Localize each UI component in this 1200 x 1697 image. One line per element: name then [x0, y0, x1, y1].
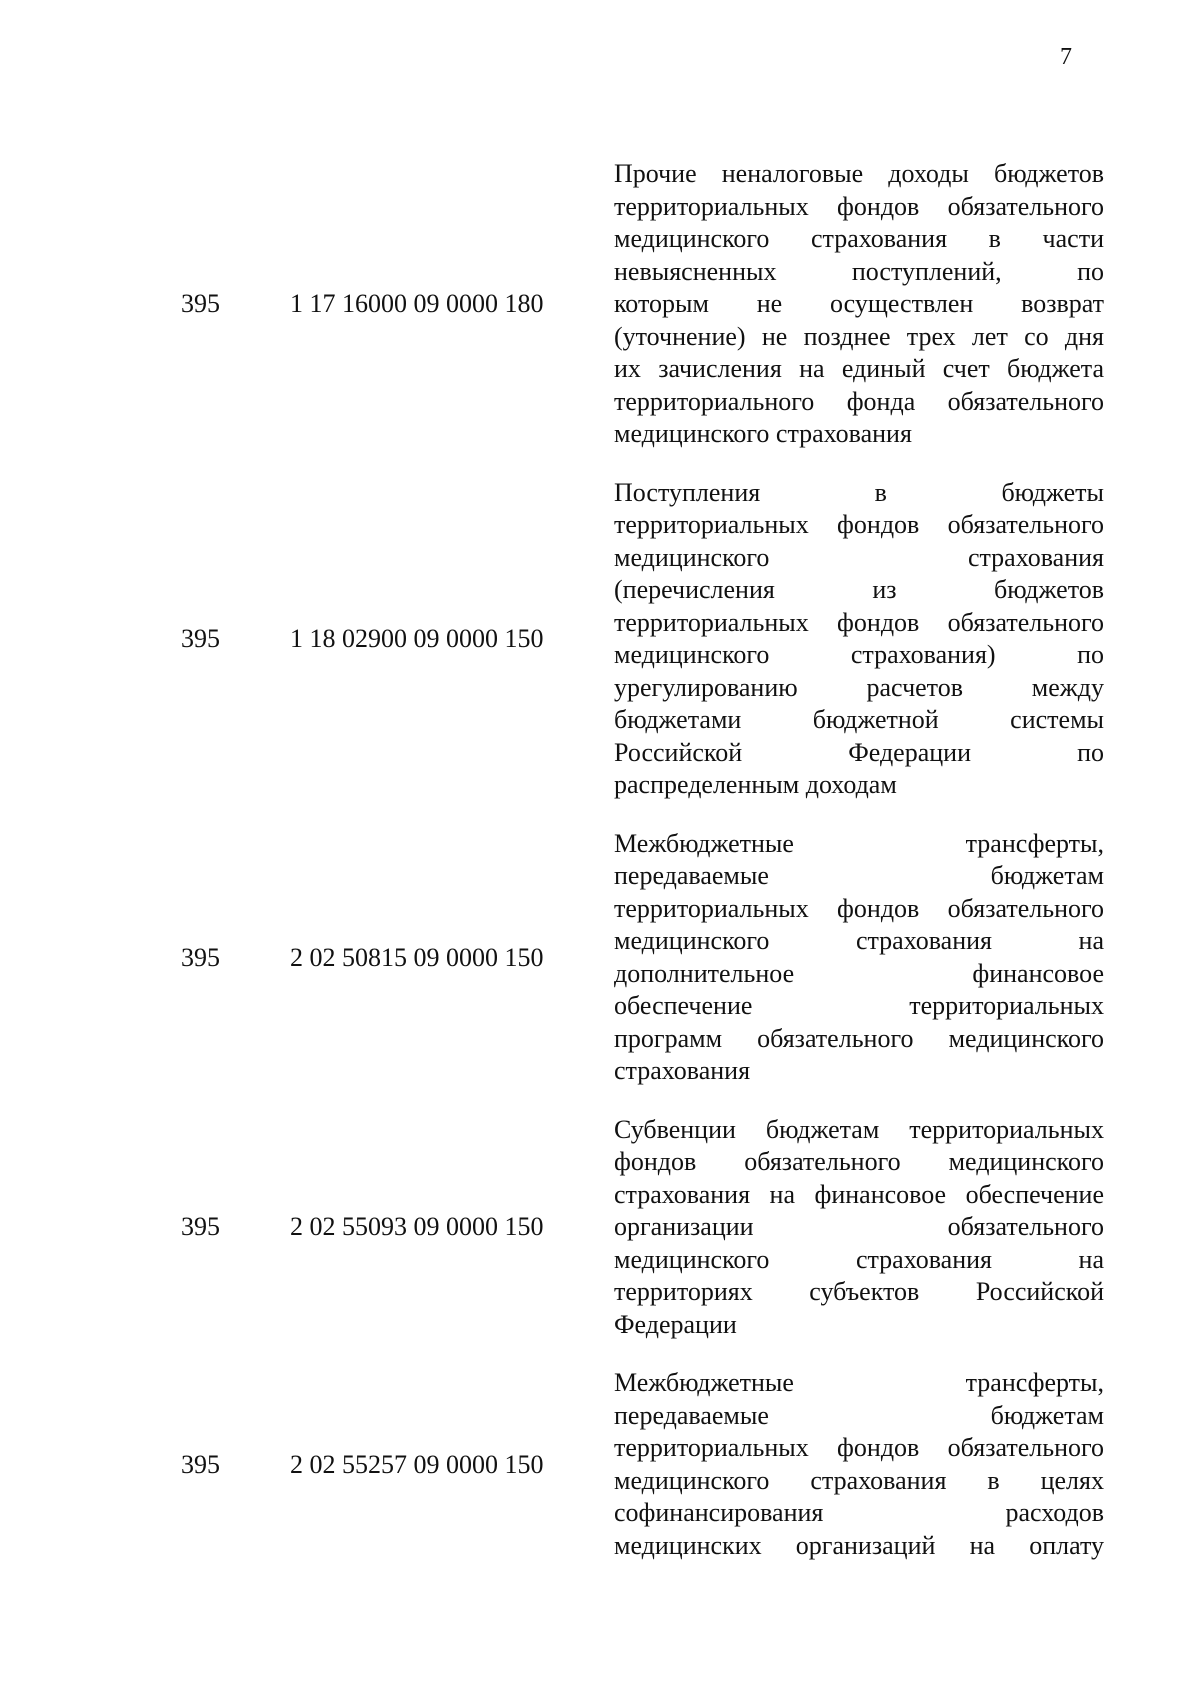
description-line: Субвенции бюджетам территориальных — [614, 1114, 1104, 1144]
description-line: Прочие неналоговые доходы бюджетов — [614, 159, 1104, 188]
description-line: которым не осуществлен возврат — [614, 289, 1104, 318]
table-row — [0, 158, 1200, 451]
description-line: Межбюджетные трансферты, — [614, 1368, 1104, 1397]
table-row — [0, 1367, 1200, 1562]
table-row — [0, 828, 1200, 1088]
budget-classification-code: 1 17 16000 09 0000 180 — [290, 289, 544, 319]
description-line: территориальных фондов обязательного — [614, 191, 1104, 221]
description-line: фондов обязательного медицинского — [614, 1147, 1104, 1176]
description-line: территориях субъектов Российской — [614, 1277, 1104, 1306]
revenue-codes-table — [0, 158, 1200, 1588]
description-line: территориальных фондов обязательного — [614, 1433, 1104, 1462]
page-number: 7 — [1060, 44, 1072, 70]
description-line: дополнительное финансовое — [614, 958, 1104, 988]
description-line: медицинского страхования — [614, 542, 1104, 572]
revenue-description — [614, 158, 1104, 451]
description-line: территориального фонда обязательного — [614, 386, 1104, 416]
description-line: (уточнение) не позднее трех лет со дня — [614, 321, 1104, 351]
description-line: (перечисления из бюджетов — [614, 575, 1104, 604]
revenue-description — [614, 1114, 1104, 1342]
budget-classification-code: 1 18 02900 09 0000 150 — [290, 624, 544, 653]
administrator-code: 395 — [181, 624, 220, 653]
budget-classification-code: 2 02 50815 09 0000 150 — [290, 942, 544, 972]
description-line: программ обязательного медицинского — [614, 1023, 1104, 1053]
description-line: их зачисления на единый счет бюджета — [614, 354, 1104, 383]
description-line: территориальных фондов обязательного — [614, 607, 1104, 637]
description-line: территориальных фондов обязательного — [614, 893, 1104, 923]
table-row — [0, 1114, 1200, 1342]
administrator-code: 395 — [181, 1212, 220, 1242]
administrator-code: 395 — [181, 289, 220, 319]
description-line: медицинского страхования в целях — [614, 1465, 1104, 1495]
budget-classification-code: 2 02 55257 09 0000 150 — [290, 1449, 544, 1479]
description-line: медицинского страхования — [614, 419, 912, 448]
description-line: страхования на финансовое обеспечение — [614, 1179, 1104, 1209]
description-line: страхования — [614, 1056, 751, 1085]
description-line: передаваемые бюджетам — [614, 1400, 1104, 1430]
description-line: организации обязательного — [614, 1212, 1104, 1241]
description-line: Федерации — [614, 1309, 737, 1339]
revenue-description — [614, 828, 1104, 1088]
description-line: медицинского страхования на — [614, 1244, 1104, 1274]
description-line: медицинских организаций на оплату — [614, 1530, 1104, 1560]
budget-classification-code: 2 02 55093 09 0000 150 — [290, 1212, 544, 1242]
description-line: распределенным доходам — [614, 770, 897, 799]
description-line: медицинского страхования) по — [614, 640, 1104, 669]
description-line: медицинского страхования на — [614, 926, 1104, 955]
administrator-code: 395 — [181, 942, 220, 972]
description-line: обеспечение территориальных — [614, 991, 1104, 1020]
administrator-code: 395 — [181, 1449, 220, 1479]
description-line: софинансирования расходов — [614, 1498, 1104, 1527]
description-line: передаваемые бюджетам — [614, 861, 1104, 890]
description-line: Поступления в бюджеты — [614, 477, 1104, 507]
description-line: медицинского страхования в части — [614, 224, 1104, 253]
description-line: бюджетами бюджетной системы — [614, 705, 1104, 734]
description-line: урегулированию расчетов между — [614, 672, 1104, 702]
description-line: Межбюджетные трансферты, — [614, 828, 1104, 858]
revenue-description — [614, 477, 1104, 802]
revenue-description — [614, 1367, 1104, 1562]
description-line: территориальных фондов обязательного — [614, 510, 1104, 539]
description-line: Российской Федерации по — [614, 737, 1104, 767]
description-line: невыясненных поступлений, по — [614, 256, 1104, 286]
table-row — [0, 477, 1200, 802]
